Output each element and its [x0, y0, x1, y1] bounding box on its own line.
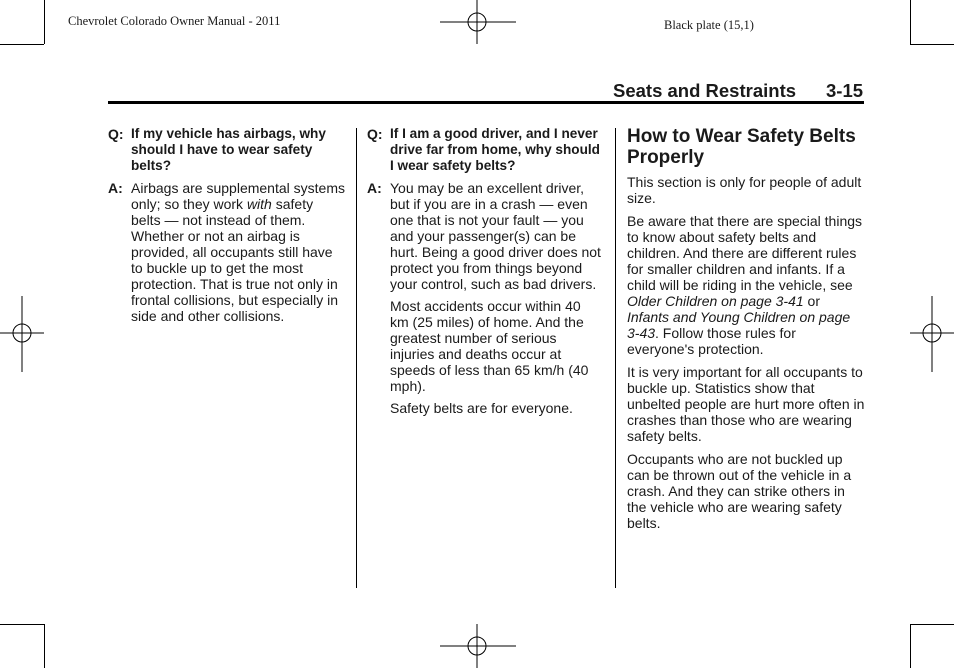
- crop-mark: [44, 624, 45, 668]
- paragraph: This section is only for people of adult size.: [627, 174, 862, 206]
- page-number: 3-15: [826, 80, 864, 101]
- answer-block: [108, 180, 346, 324]
- answer-text: Airbags are supplemental systems only; so they work with safety belts — not instead of them. Whether or not an airbag is provided, all occupants still have to buckle up to get the most protection. That is true not only in frontal collisions, but especially in side and other collisions.: [131, 180, 345, 324]
- a-tag: A:: [367, 180, 382, 196]
- plate-number: Black plate (15,1): [664, 18, 754, 32]
- q-tag: Q:: [108, 126, 124, 142]
- column-2: [367, 126, 603, 422]
- paragraph: Safety belts are for everyone.: [390, 400, 573, 416]
- column-divider: [356, 128, 357, 588]
- registration-mark-top: [440, 0, 516, 44]
- column-3: [627, 126, 865, 538]
- q-tag: Q:: [367, 126, 383, 142]
- answer-block: [367, 180, 603, 292]
- crop-mark: [910, 0, 911, 44]
- crop-mark: [910, 624, 911, 668]
- paragraph: It is very important for all occupants to buckle up. Statistics show that unbelted people are hurt more often in crashes than those who are wearing safety belts.: [627, 364, 865, 444]
- paragraph: Occupants who are not buckled up can be thrown out of the vehicle in a crash. And they can strike others in the vehicle who are wearing safety belts.: [627, 451, 852, 531]
- crop-mark: [0, 624, 44, 625]
- section-title: Seats and Restraints: [613, 80, 797, 101]
- question-block: [367, 126, 603, 174]
- answer-text: You may be an excellent driver, but if you are in a crash — even one that is not your fault — you and your passenger(s) can be hurt. Being a good driver does not protect you from things beyond your control, such as bad drivers.: [390, 180, 601, 292]
- a-tag: A:: [108, 180, 123, 196]
- registration-mark-right: [910, 296, 954, 372]
- column-divider: [615, 128, 616, 588]
- question-text: If my vehicle has airbags, why should I have to wear safety belts?: [131, 126, 326, 173]
- header-rule: [108, 101, 864, 104]
- plate-title: Chevrolet Colorado Owner Manual - 2011: [68, 14, 281, 28]
- question-text: If I am a good driver, and I never drive far from home, why should I wear safety belts?: [390, 126, 600, 173]
- question-block: [108, 126, 346, 174]
- registration-mark-bottom: [440, 624, 516, 668]
- crop-mark: [910, 624, 954, 625]
- cross-reference-link[interactable]: Older Children on page 3-41: [627, 293, 804, 309]
- crop-mark: [910, 44, 954, 45]
- crop-mark: [0, 44, 44, 45]
- cross-reference-link[interactable]: Infants and Young Children on page 3-43: [627, 309, 851, 341]
- paragraph: Most accidents occur within 40 km (25 miles) of home. And the greatest number of serious injuries and deaths occur at speeds of less than 65 km/h (40 mph).: [390, 298, 589, 394]
- crop-mark: [44, 0, 45, 44]
- column-1: [108, 126, 346, 330]
- section-heading: How to Wear Safety Belts Properly: [627, 126, 856, 168]
- registration-mark-left: [0, 296, 44, 372]
- paragraph: Be aware that there are special things to know about safety belts and children. And there are different rules for smaller children and infants. If a child will be riding in the vehicle, see Older Children on page 3-41 or Infants and Young Children on page 3-43. Follow those rules for everyone's protection.: [627, 213, 863, 357]
